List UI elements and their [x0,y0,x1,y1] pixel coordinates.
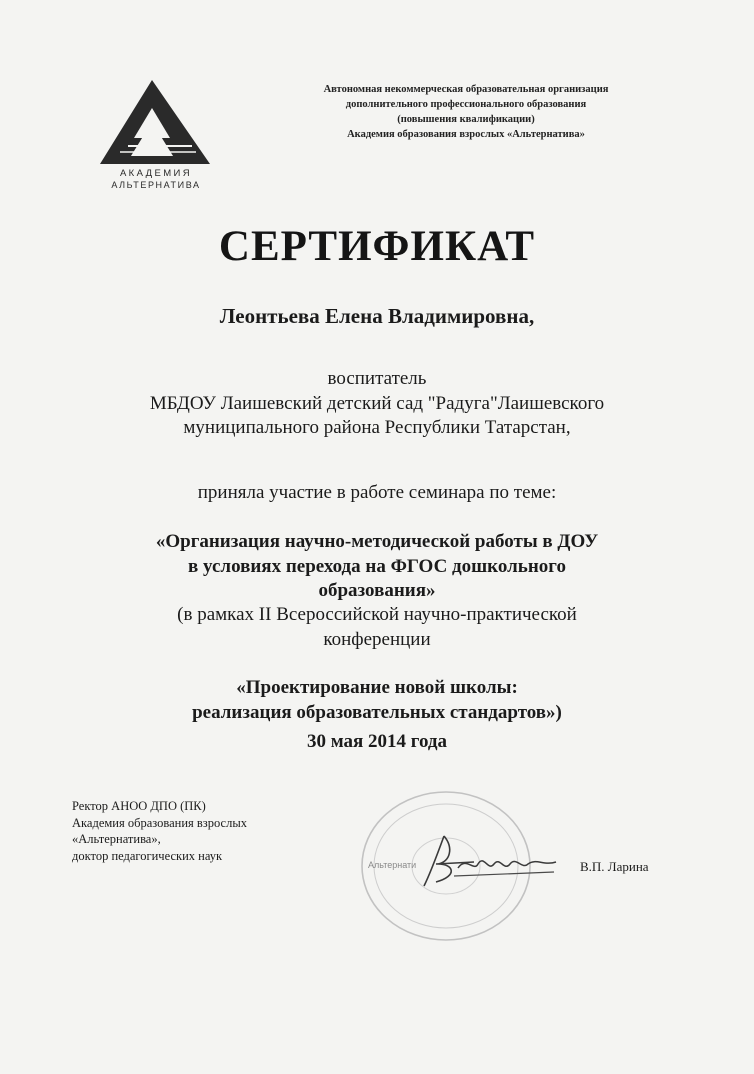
organization-line: Автономная некоммерческая образовательная организация [323,84,609,95]
conference-framework [40,603,714,652]
logo-text-line1: АКАДЕМИЯ [119,168,193,179]
triangle-logo-icon [92,76,220,172]
seminar-topic [40,530,714,604]
conference-line: «Проектирование новой школы: [236,677,518,698]
signatory-line: «Альтернатива», [72,832,161,846]
signer-name: В.П. Ларина [580,859,649,874]
recipient-name: Леонтьева Елена Владимировна, [219,304,535,328]
signatory-line: доктор педагогических наук [72,848,223,863]
logo-text-line2: АЛЬТЕРНАТИВА [111,180,201,190]
organization-header [250,82,682,142]
topic-line: образования» [318,580,436,601]
stamp-text: Альтернати [368,860,417,870]
recipient-position: воспитатель [327,368,427,389]
certificate-title: СЕРТИФИКАТ [218,223,536,270]
workplace-line: муниципального района Республики Татарстан, [183,417,571,438]
organization-line: Академия образования взрослых «Альтернатива» [347,129,585,140]
organization-line: дополнительного профессионального образования [345,99,587,110]
organization-line: (повышения квалификации) [397,114,535,125]
signatory-line: Академия образования взрослых [72,815,247,830]
participation-text: приняла участие в работе семинара по теме: [197,482,557,503]
signatory-line: Ректор АНОО ДПО (ПК) [72,799,206,813]
conference-title [40,676,714,725]
topic-line: в условиях перехода на ФГОС дошкольного [188,555,566,577]
event-date: 30 мая 2014 года [306,731,448,752]
conference-line: реализация образовательных стандартов») [192,701,562,723]
handwritten-signature [414,828,564,890]
framework-line: конференции [323,628,431,650]
framework-line: (в рамках II Всероссийской научно-практической [177,604,577,625]
signatory-block [72,798,247,864]
topic-line: «Организация научно-методической работы в ДОУ [155,531,599,552]
academy-logo [92,76,220,192]
workplace-line: МБДОУ Лаишевский детский сад "Радуга"Лаишевского [149,392,605,414]
recipient-details [40,367,714,441]
